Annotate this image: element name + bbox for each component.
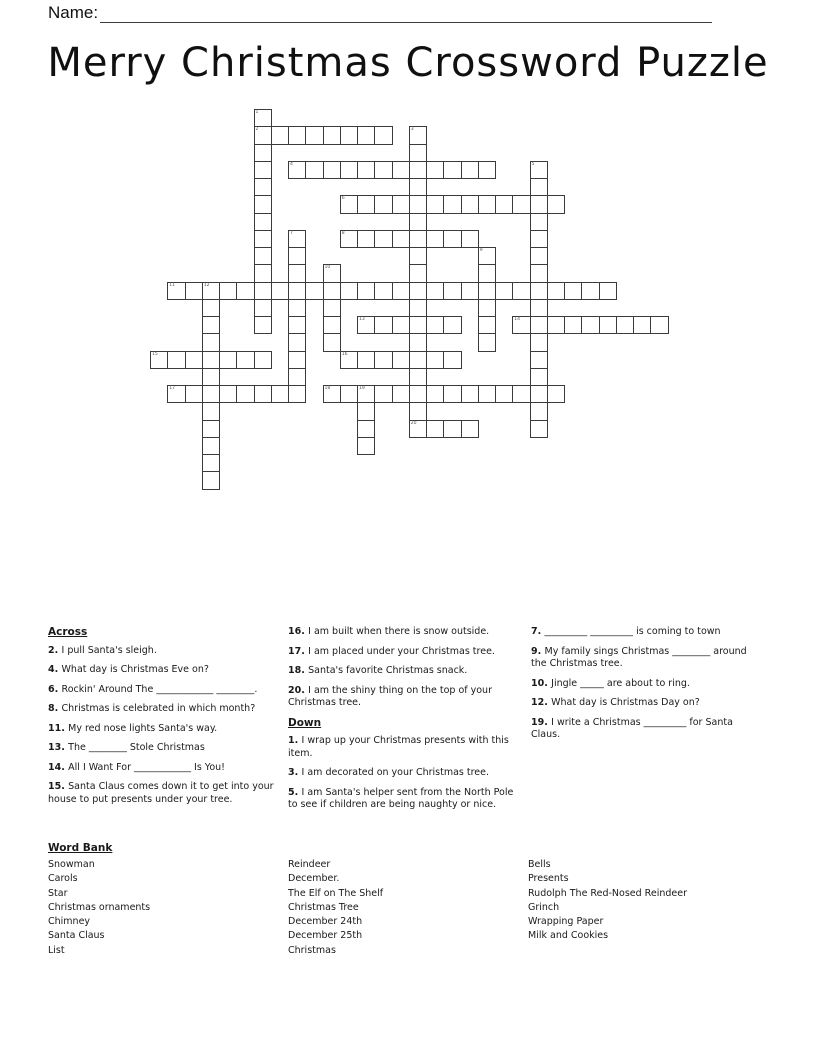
grid-cell[interactable] [288,126,306,144]
clue-number: 5. [288,786,302,798]
grid-cell[interactable] [409,144,427,162]
clue-text: The ________ Stole Christmas [68,742,205,753]
clue-number: 7. [531,626,545,637]
clue-number: 19. [531,716,552,728]
cell-number: 19 [359,386,365,391]
clue-item [288,626,518,639]
grid-cell[interactable] [202,420,220,438]
clue-text: Rockin' Around The ____________ ________. [61,683,258,695]
grid-cell[interactable] [202,368,220,386]
grid-cell[interactable] [409,264,427,282]
word-bank-item: Chimney [48,916,91,928]
grid-cell[interactable] [254,385,272,403]
grid-cell[interactable] [357,161,375,179]
clue-number: 9. [531,645,545,657]
grid-cell[interactable] [478,247,496,265]
grid-cell[interactable] [512,316,530,334]
grid-cell[interactable] [374,161,392,179]
clue-item [288,787,518,812]
grid-cell[interactable] [202,402,220,420]
grid-cell[interactable] [409,368,427,386]
grid-cell[interactable] [340,161,358,179]
grid-cell[interactable] [323,282,341,300]
grid-cell[interactable] [530,402,548,420]
clue-number: 8. [48,703,62,714]
grid-cell[interactable] [443,282,461,300]
word-bank-item: December 25th [288,930,363,942]
grid-cell[interactable] [288,385,306,403]
grid-cell[interactable] [512,282,530,300]
grid-cell[interactable] [426,161,444,179]
clue-number: 4. [48,664,62,675]
clue-text: I write a Christmas _________ for Santa Claus. [531,716,733,740]
grid-cell[interactable] [167,351,185,369]
cell-number: 15 [152,351,158,357]
grid-cell[interactable] [357,316,375,334]
grid-cell[interactable] [547,195,565,213]
name-label: Name: [48,3,99,22]
grid-cell[interactable] [478,161,496,179]
grid-cell[interactable] [478,385,496,403]
clue-text: What day is Christmas Eve on? [61,664,209,675]
clue-text: I wrap up your Christmas presents with this item. [288,735,509,759]
grid-cell[interactable] [461,420,479,438]
word-bank-item: Christmas [288,944,336,956]
grid-cell[interactable] [254,144,272,162]
grid-cell[interactable] [254,178,272,196]
grid-cell[interactable] [254,351,272,369]
clue-item [531,697,761,710]
grid-cell[interactable] [426,195,444,213]
grid-cell[interactable] [426,230,444,248]
grid-cell[interactable] [392,282,410,300]
grid-cell[interactable] [409,195,427,213]
grid-cell[interactable] [236,282,254,300]
clue-item [531,626,761,639]
clue-text: Christmas is celebrated in which month? [61,703,256,714]
grid-cell[interactable] [323,264,341,282]
clue-item [48,645,281,658]
grid-cell[interactable] [374,316,392,334]
grid-cell[interactable] [374,195,392,213]
word-bank-item: The Elf on The Shelf [288,887,384,899]
grid-cell[interactable] [478,333,496,351]
clue-item [48,781,281,806]
grid-cell[interactable] [254,126,272,144]
grid-cell[interactable] [564,316,582,334]
grid-cell[interactable] [185,385,203,403]
word-bank-item: Star [48,887,68,899]
cell-number: 8 [341,230,345,236]
clue-item [531,717,761,742]
word-bank-item: Reindeer [288,859,331,870]
grid-cell[interactable] [323,126,341,144]
clues-column-middle [288,626,518,819]
cell-number: 9 [479,248,483,253]
grid-cell[interactable] [478,299,496,317]
grid-cell[interactable] [547,316,565,334]
grid-cell[interactable] [461,282,479,300]
grid-cell[interactable] [374,230,392,248]
clue-number: 15. [48,781,69,792]
grid-cell[interactable] [443,316,461,334]
grid-cell[interactable] [357,195,375,213]
grid-cell[interactable] [443,195,461,213]
grid-cell[interactable] [530,282,548,300]
grid-cell[interactable] [392,385,410,403]
grid-cell[interactable] [581,282,599,300]
grid-cell[interactable] [409,126,427,144]
grid-cell[interactable] [633,316,651,334]
cell-number: 17 [169,386,176,391]
grid-cell[interactable] [530,316,548,334]
grid-cell[interactable] [374,351,392,369]
grid-cell[interactable] [530,385,548,403]
grid-cell[interactable] [409,161,427,179]
word-bank-item: December 24th [288,916,363,928]
grid-cell[interactable] [530,213,548,231]
grid-cell[interactable] [478,316,496,334]
clue-text: What day is Christmas Day on? [551,697,700,708]
clue-number: 1. [288,735,302,746]
grid-cell[interactable] [219,385,237,403]
clue-text: I am the shiny thing on the top of your Christmas tree. [288,684,492,708]
cell-number: 16 [341,351,348,357]
grid-cell[interactable] [271,385,289,403]
grid-cell[interactable] [530,195,548,213]
grid-cell[interactable] [340,126,358,144]
grid-cell[interactable] [530,230,548,248]
grid-cell[interactable] [530,247,548,265]
grid-cell[interactable] [409,333,427,351]
grid-cell[interactable] [236,385,254,403]
clue-text: Jingle _____ are about to ring. [551,677,690,689]
word-bank-item: Presents [528,873,569,885]
grid-cell[interactable] [426,282,444,300]
grid-cell[interactable] [271,282,289,300]
clue-item [531,646,761,671]
word-bank-item: Carols [48,873,78,885]
grid-cell[interactable] [167,385,185,403]
grid-cell[interactable] [512,195,530,213]
grid-cell[interactable] [461,230,479,248]
grid-cell[interactable] [288,333,306,351]
grid-cell[interactable] [409,351,427,369]
grid-cell[interactable] [288,264,306,282]
grid-cell[interactable] [443,161,461,179]
grid-cell[interactable] [150,351,168,369]
cell-number: 12 [203,282,210,288]
cell-number: 6 [341,196,345,202]
word-bank-item: Christmas Tree [288,901,359,913]
grid-cell[interactable] [254,247,272,265]
clue-item [48,684,281,697]
grid-cell[interactable] [530,161,548,179]
grid-cell[interactable] [185,351,203,369]
grid-cell[interactable] [443,230,461,248]
word-bank-column-1 [48,858,278,958]
word-bank-item: Bells [528,859,551,870]
grid-cell[interactable] [426,420,444,438]
word-bank-item: Rudolph The Red-Nosed Reindeer [528,887,687,899]
grid-cell[interactable] [374,282,392,300]
grid-cell[interactable] [530,420,548,438]
grid-cell[interactable] [305,161,323,179]
clue-number: 16. [288,626,309,637]
clue-text: Santa's favorite Christmas snack. [308,665,468,676]
grid-cell[interactable] [340,385,358,403]
clue-item [531,678,761,691]
clue-text: I am built when there is snow outside. [308,626,490,637]
word-bank-item: Wrapping Paper [528,916,604,928]
word-bank-item: Milk and Cookies [528,930,609,942]
grid-cell[interactable] [219,282,237,300]
grid-cell[interactable] [323,299,341,317]
grid-cell[interactable] [374,126,392,144]
grid-cell[interactable] [254,109,272,127]
grid-cell[interactable] [392,230,410,248]
grid-cell[interactable] [357,230,375,248]
grid-cell[interactable] [461,161,479,179]
grid-cell[interactable] [564,282,582,300]
clue-text: _________ _________ is coming to town [544,626,721,637]
cell-number: 14 [514,317,521,322]
grid-cell[interactable] [581,316,599,334]
grid-cell[interactable] [530,333,548,351]
word-bank-title: Word Bank [48,842,113,854]
grid-cell[interactable] [495,385,513,403]
word-bank-item: Snowman [48,859,95,870]
grid-cell[interactable] [530,299,548,317]
grid-cell[interactable] [254,230,272,248]
grid-cell[interactable] [547,282,565,300]
grid-cell[interactable] [409,178,427,196]
grid-cell[interactable] [288,368,306,386]
grid-cell[interactable] [392,195,410,213]
grid-cell[interactable] [288,351,306,369]
grid-cell[interactable] [443,385,461,403]
grid-cell[interactable] [409,282,427,300]
grid-cell[interactable] [461,385,479,403]
grid-cell[interactable] [288,282,306,300]
cell-number: 20 [410,420,417,426]
clue-text: Santa Claus comes down it to get into your house to put presents under your tree. [48,781,274,805]
clue-item [48,762,281,775]
grid-cell[interactable] [357,437,375,455]
grid-cell[interactable] [340,195,358,213]
grid-cell[interactable] [357,351,375,369]
clue-text: I am placed under your Christmas tree. [308,645,495,657]
clue-number: 17. [288,645,309,657]
grid-cell[interactable] [599,282,617,300]
grid-cell[interactable] [530,351,548,369]
clue-number: 3. [288,767,302,778]
clue-item [48,664,281,677]
grid-cell[interactable] [185,282,203,300]
grid-cell[interactable] [254,195,272,213]
grid-cell[interactable] [443,420,461,438]
grid-cell[interactable] [254,316,272,334]
grid-cell[interactable] [357,126,375,144]
grid-cell[interactable] [288,316,306,334]
grid-cell[interactable] [357,282,375,300]
grid-cell[interactable] [236,351,254,369]
cell-number: 5 [531,161,535,167]
clues-column-left [48,626,281,813]
grid-cell[interactable] [340,351,358,369]
grid-cell[interactable] [254,161,272,179]
grid-cell[interactable] [202,351,220,369]
grid-cell[interactable] [495,282,513,300]
grid-cell[interactable] [357,420,375,438]
grid-cell[interactable] [409,299,427,317]
grid-cell[interactable] [426,351,444,369]
clue-number: 2. [48,644,62,656]
grid-cell[interactable] [392,161,410,179]
grid-cell[interactable] [357,402,375,420]
grid-cell[interactable] [530,368,548,386]
grid-cell[interactable] [495,195,513,213]
grid-cell[interactable] [409,247,427,265]
cell-number: 1 [255,110,259,115]
grid-cell[interactable] [288,247,306,265]
word-bank-item: List [48,944,65,956]
grid-cell[interactable] [409,402,427,420]
grid-cell[interactable] [288,299,306,317]
word-bank-column-3 [528,858,768,944]
grid-cell[interactable] [288,230,306,248]
grid-cell[interactable] [323,333,341,351]
grid-cell[interactable] [409,316,427,334]
grid-cell[interactable] [167,282,185,300]
word-bank-item: Santa Claus [48,930,105,942]
grid-cell[interactable] [271,126,289,144]
grid-cell[interactable] [530,178,548,196]
clue-text: All I Want For ____________ Is You! [68,761,225,773]
clue-number: 12. [531,697,552,708]
grid-cell[interactable] [323,316,341,334]
grid-cell[interactable] [599,316,617,334]
cell-number: 18 [324,386,331,391]
name-input-line[interactable] [100,1,712,23]
grid-cell[interactable] [409,420,427,438]
grid-cell[interactable] [409,230,427,248]
cell-number: 13 [359,317,365,322]
grid-cell[interactable] [478,282,496,300]
clue-item [288,735,518,760]
cell-number: 3 [410,127,414,133]
grid-cell[interactable] [426,316,444,334]
clue-item [48,742,281,755]
grid-cell[interactable] [530,264,548,282]
clue-number: 6. [48,683,62,695]
grid-cell[interactable] [202,437,220,455]
clue-item [48,723,281,736]
clue-item [288,646,518,659]
grid-cell[interactable] [202,333,220,351]
clue-number: 11. [48,722,69,734]
clue-text: I am decorated on your Christmas tree. [301,767,489,778]
grid-cell[interactable] [409,213,427,231]
grid-cell[interactable] [357,385,375,403]
grid-cell[interactable] [512,385,530,403]
grid-cell[interactable] [305,126,323,144]
grid-cell[interactable] [409,385,427,403]
word-bank-item: Grinch [528,901,560,913]
grid-cell[interactable] [202,454,220,472]
grid-cell[interactable] [202,316,220,334]
grid-cell[interactable] [374,385,392,403]
cell-number: 10 [324,265,331,271]
grid-cell[interactable] [650,316,668,334]
clues-column-right [531,626,761,749]
clue-text: I pull Santa's sleigh. [61,644,157,656]
clue-item [48,703,281,716]
cell-number: 2 [255,127,259,133]
grid-cell[interactable] [478,264,496,282]
word-bank-item: Christmas ornaments [48,901,151,913]
cell-number: 7 [290,230,293,236]
grid-cell[interactable] [547,385,565,403]
word-bank-column-2 [288,858,518,958]
clue-number: 10. [531,677,552,689]
grid-cell[interactable] [254,213,272,231]
clue-text: My family sings Christmas ________ around the Christmas tree. [531,645,747,669]
clue-text: My red nose lights Santa's way. [68,722,218,734]
grid-cell[interactable] [461,195,479,213]
grid-cell[interactable] [288,161,306,179]
clue-number: 20. [288,684,309,696]
clue-number: 18. [288,665,309,676]
grid-cell[interactable] [616,316,634,334]
grid-cell[interactable] [202,471,220,489]
grid-cell[interactable] [254,299,272,317]
grid-cell[interactable] [478,195,496,213]
across-section-header: Across [48,626,88,638]
grid-cell[interactable] [392,351,410,369]
grid-cell[interactable] [202,282,220,300]
grid-cell[interactable] [392,316,410,334]
page-title: Merry Christmas Crossword Puzzle [47,40,769,86]
grid-cell[interactable] [202,385,220,403]
clue-number: 14. [48,761,69,773]
clue-item [288,665,518,678]
grid-cell[interactable] [254,264,272,282]
grid-cell[interactable] [323,161,341,179]
clue-item [288,685,518,710]
grid-cell[interactable] [305,282,323,300]
grid-cell[interactable] [340,230,358,248]
grid-cell[interactable] [219,351,237,369]
word-bank-item: December. [288,873,340,885]
cell-number: 11 [169,282,176,288]
grid-cell[interactable] [323,385,341,403]
grid-cell[interactable] [443,351,461,369]
grid-cell[interactable] [340,282,358,300]
clue-text: I am Santa's helper sent from the North Pole to see if children are being naughty or nice. [288,786,514,810]
down-section-header: Down [288,716,322,729]
clue-item [288,767,518,780]
grid-cell[interactable] [202,299,220,317]
grid-cell[interactable] [254,282,272,300]
grid-cell[interactable] [426,385,444,403]
cell-number: 4 [290,161,293,167]
clue-number: 13. [48,742,69,753]
